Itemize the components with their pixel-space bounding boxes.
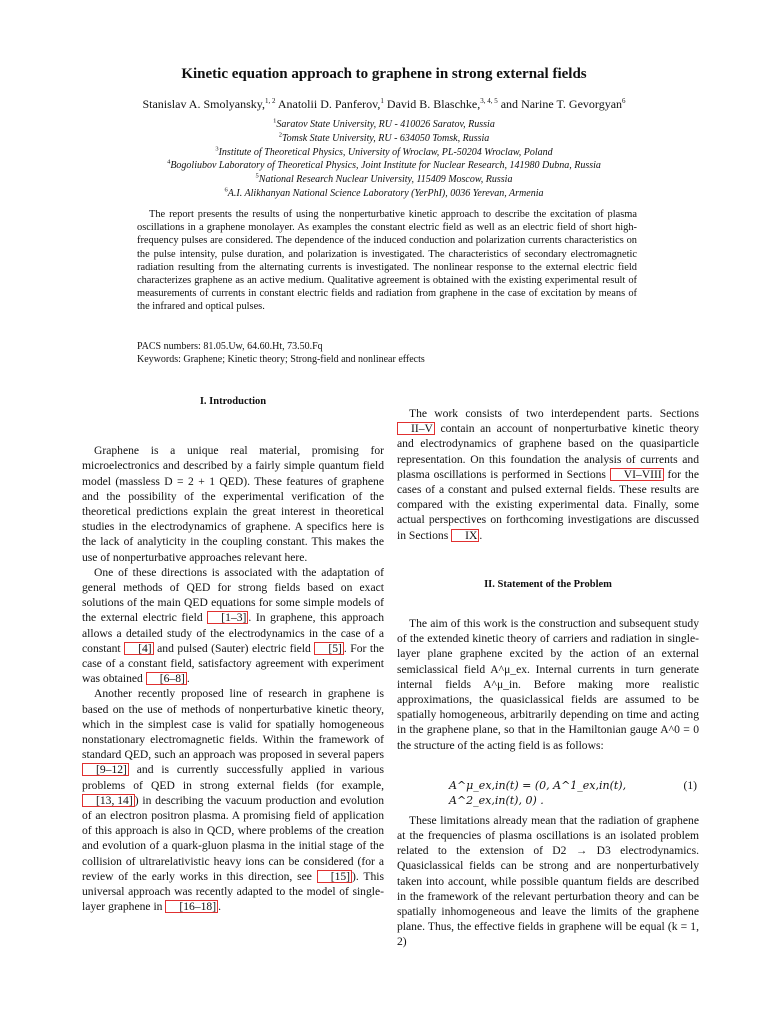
paragraph-text: One of these directions is associated with the adaptation of general methods of QED for strong fields based on exact solutions of the main QED equations for some simple models of the external electric field	[82, 565, 384, 625]
abstract: The report presents the results of using the nonperturbative kinetic approach to describe the excitation of plasma oscillations in a graphene monolayer. As examples the constant electric field as well as an electric field of short high-frequency pulses are considered. The dependence of the induced conduction and polarization currents characteristics on the pulse intensity, pulse duration, and polarization is investigated. The characteristics of secondary electromagnetic radiation resulting from the alternating currents is investigated. The nonlinear response to the external electric field characterizes graphene as an active medium. Qualitative agreement is obtained with the existing experimental result of measurements of currents in constant electric fields and radiation from graphene in the case of excitation by means of the infrared and optical pulses.	[137, 209, 637, 313]
author-affil-sup: 1	[380, 97, 384, 105]
affiliation-sup: 6	[224, 186, 228, 194]
author-affil-sup: 3, 4, 5	[480, 97, 498, 105]
author-name: Stanislav A. Smolyansky,	[142, 97, 266, 111]
citation-link[interactable]: [13, 14]	[82, 794, 135, 807]
affiliation-sup: 2	[278, 131, 282, 139]
author-name: Anatolii D. Panferov,	[277, 97, 381, 111]
paragraph-text: for the cases of a constant and pulsed external fields. These results are compared with the existing experimental data. Finally, some actual perspectives on forthcoming investigations are discussed in Sections	[397, 467, 699, 542]
paragraph: These limitations already mean that the radiation of graphene at the frequencies of plasma oscillations is an isolated problem related to the extension of D2 → D3 electrodynamics. Quasiclassical fields can be strong and are nonperturbatively taken into account, while possible quantum fields are described in the framework of the relevant perturbation theory and can be spatially inhomogeneous and leave the limits of the graphene plane. Thus, the effective fields in graphene will be equal (k = 1, 2)	[397, 813, 699, 949]
left-column	[82, 394, 384, 915]
affiliation	[0, 118, 768, 132]
affiliation-sup: 4	[167, 159, 171, 167]
section-link[interactable]: IX	[451, 529, 479, 542]
section-link[interactable]: VI–VIII	[610, 468, 664, 481]
author-affil-sup: 6	[622, 97, 626, 105]
affiliation-text: Institute of Theoretical Physics, University of Wroclaw, PL-50204 Wroclaw, Poland	[218, 146, 553, 158]
author-name: David B. Blaschke,	[386, 97, 481, 111]
paragraph-text: .	[479, 528, 483, 542]
paragraph	[82, 565, 384, 687]
section-heading-statement: II. Statement of the Problem	[484, 578, 612, 590]
paragraph	[82, 686, 384, 914]
affiliation-text: Tomsk State University, RU - 634050 Tomsk, Russia	[281, 132, 490, 144]
paragraph-text: ). This universal approach was recently adapted to the model of single-layer graphene in	[82, 869, 385, 914]
paragraph-text: . For the case of a constant field, satisfactory agreement with experiment was obtained	[82, 641, 385, 686]
citation-link[interactable]: [15]	[317, 870, 352, 883]
citation-link[interactable]: [4]	[124, 642, 154, 655]
affiliation	[0, 146, 768, 160]
pacs-numbers: PACS numbers: 81.05.Uw, 64.60.Ht, 73.50.Fq	[137, 341, 323, 352]
equation-1	[397, 775, 699, 808]
paragraph-text: .	[218, 900, 221, 914]
paragraph-text: Another recently proposed line of research in graphene is based on the use of methods of nonperturbative kinetic theory, which in the simplest case is valid for spatially homogeneous nonstationary electromagnetic fields. Within the framework of standard QED, such an approach was proposed in several papers	[82, 687, 384, 762]
paragraph: Graphene is a unique real material, promising for microelectronics and described by a fairly simple quantum field model (massless D = 2 + 1 QED). These features of graphene and the possibility of the experimental verification of the theoretical predictions explain the great interest in theoretical studies in the electrodynamics of graphene. A specifics here is the lack of analyticity in the coupling constant. This makes the use of nonperturbative approaches relevant here.	[82, 444, 384, 564]
paragraph-text: . In graphene, this approach allows a detailed study of the electrodynamics in the case of a constant	[82, 611, 384, 655]
paper-title: Kinetic equation approach to graphene in strong external fields	[181, 66, 587, 82]
citation-link[interactable]: [6–8]	[146, 672, 187, 685]
affiliation	[0, 132, 768, 146]
paragraph-text: .	[186, 672, 190, 686]
affiliation-text: National Research Nuclear University, 115409 Moscow, Russia	[258, 174, 513, 186]
paragraph-text: and pulsed (Sauter) electric field	[153, 641, 315, 655]
paragraph-text: and is currently successfully applied in various problems of QED in strong external fields (for example,	[82, 763, 384, 792]
paragraph-text: ) in describing the vacuum production and evolution of an electron positron plasma. A promising field of application of this approach is also in QCD, where problems of the creation and evolution of a quark-gluon plasma in the initial stage of the collision of ultrarelativistic heavy ions can be considered (for a review of the early works in this direction, see	[82, 793, 384, 883]
paragraph-text: contain an account of nonperturbative kinetic theory and electrodynamics of graphene based on the quasiparticle representation. On this foundation the analysis of currents and plasma oscillations is performed in Sections	[397, 422, 699, 481]
affiliation-text: A.I. Alikhanyan National Science Laboratory (YerPhI), 0036 Yerevan, Armenia	[227, 187, 544, 199]
section-link[interactable]: II–V	[397, 422, 435, 435]
equation-number: (1)	[683, 778, 697, 792]
keywords: Keywords: Graphene; Kinetic theory; Strong-field and nonlinear effects	[137, 354, 425, 365]
author-affil-sup: 1, 2	[265, 97, 276, 105]
affiliation-sup: 1	[273, 117, 277, 125]
paragraph: The aim of this work is the construction and subsequent study of the extended kinetic theory of carriers and radiation in single-layer plane graphene excited by the action of an external semiclassical field A^μ_ex. Internal currents in turn generate internal fields A^μ_in. Before making more realistic approximations, the quasiclassical fields are assumed to be spatially homogeneous, arbitrarily depending on time and acting in the graphene plane, so that in the Hamiltonian gauge A^0 = 0 the structure of the acting field is as follows:	[397, 617, 699, 752]
affiliation	[0, 159, 768, 173]
paragraph-text: The work consists of two interdependent parts. Sections	[409, 407, 699, 420]
pacs-block	[137, 340, 637, 366]
paragraph	[397, 406, 699, 543]
affiliation-list	[0, 118, 768, 201]
author-name: Narine T. Gevorgyan	[521, 97, 623, 111]
equation-body: A^μ_ex,in(t) = (0, A^1_ex,in(t), A^2_ex,in(t), 0) .	[449, 778, 627, 808]
affiliation-sup: 5	[255, 172, 259, 180]
citation-link[interactable]: [9–12]	[82, 763, 129, 776]
right-column	[397, 406, 699, 950]
author-conjunction: and	[500, 97, 519, 111]
section-heading-introduction: I. Introduction	[199, 396, 267, 407]
affiliation	[0, 173, 768, 187]
citation-link[interactable]: [16–18]	[165, 900, 218, 913]
author-list	[0, 97, 768, 112]
affiliation-sup: 3	[215, 145, 219, 153]
affiliation	[0, 187, 768, 201]
citation-link[interactable]: [1–3]	[207, 611, 248, 624]
affiliation-text: Saratov State University, RU - 410026 Saratov, Russia	[276, 119, 495, 130]
affiliation-text: Bogoliubov Laboratory of Theoretical Physics, Joint Institute for Nuclear Research, 141980 Dubna, Russia	[170, 160, 601, 172]
citation-link[interactable]: [5]	[314, 642, 344, 655]
